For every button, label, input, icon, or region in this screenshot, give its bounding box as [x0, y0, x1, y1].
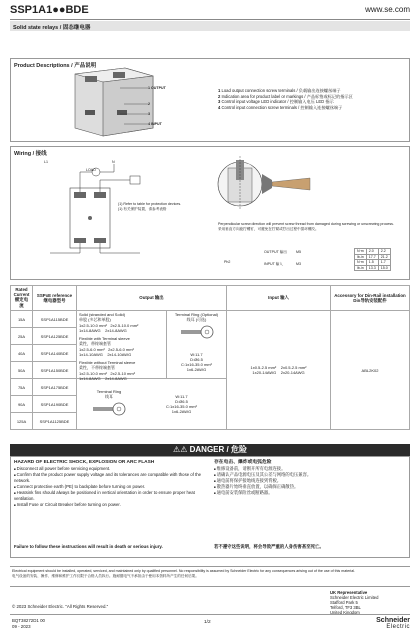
table-row: 15A SSP1A115BDE Solid (stranded and Solid) 单股 (多芯和单股) 1x2.5-10.0 mm² 2x2.5-10.0 mm² 1x14-8AWG 2x14-8AWG Flexible with Terminal sleeve 柔性，带终端套管 1x2.5-6.0 mm² 2x2.5-6.0 mm² 1x14-10AWG 2x14-10AWG Flexible without Terminal sleeve 柔性，不带终端套管 1x2.5-10.0 mm² 2x2.5-10 mm² 1x14-8AWG 2x14-8AWG Terminal Ring (Optional) 线耳 (可选) W:11.7 D:Ø6.5 C:1x16-35.0 mm² 1x6-2AWG 1x0.5-2.5 mm² 2x0.5-2.5 mm² 1x20-14AWG 2x20-14AWG ABL2K02 [11, 311, 410, 328]
footer-divider-3 [10, 614, 410, 615]
l1-label: L1 [44, 160, 48, 164]
doc-info: BQT38272D1 00 09 - 2023 [12, 618, 45, 629]
screw-direction-note: Perpendicular screw direction will prevent screw thread from damaged during screwing or unscrewing process. 采用垂直方向旋拧螺钉，可避免在拧紧或拧出过程中损坏螺纹。 [218, 222, 394, 231]
document-title: SSP1A1●●BDE [10, 4, 89, 16]
product-description-list [218, 88, 410, 110]
screwdriver-illustration [214, 154, 324, 216]
torque-table: N·m 2.0 2.2 lb-in 17.7 21.2 N·m 1.5 1.7 lb-in 13.3 15.0 [354, 248, 391, 271]
output-wire-specs: Solid (stranded and Solid) 单股 (多芯和单股) 1x2.5-10.0 mm² 2x2.5-10.0 mm² 1x14-8AWG 2x14-8AWG Flexible with Terminal sleeve 柔性，带终端套管 1x2.5-6.0 mm² 2x2.5-6.0 mm² 1x14-10AWG 2x14-10AWG Flexible without Terminal sleeve 柔性，不带终端套管 1x2.5-10.0 mm² 2x2.5-10 mm² 1x14-8AWG 2x14-8AWG [77, 311, 167, 378]
table-row: 50A SSP1A150BDE [11, 362, 410, 379]
ph2-label: Ph2 [224, 260, 231, 264]
wiring-note: (1) Refer to table for protection devices. (1) 有关保护装置，请参考表格 [118, 202, 182, 211]
ratings-table [10, 285, 410, 430]
website-url[interactable]: www.se.com [365, 5, 410, 14]
accessory-cell: ABL2K02 [331, 311, 410, 430]
col-rated-current: Rated Current 额定电流 [11, 286, 33, 311]
danger-footer-en: Failure to follow these instructions will result in death or serious injury. [14, 544, 163, 549]
danger-english: HAZARD OF ELECTRIC SHOCK, EXPLOSION OR ARC FLASH ■ Disconnect all power before servicing equipment. ■ Confirm that the product power supply voltage and its tolerances are compatible with those of the network. ■ Connect protective earth (PE) to backplate before turning on power. ■ Heatsink fins should always be positioned in vertical orientation in order to ensure proper heat ventilation. ■ Install Fuse or Circuit Breaker before turning on power. [14, 460, 210, 508]
m5-label: M5 [296, 250, 301, 254]
table-row: 40A SSP1A140BDE [11, 345, 410, 362]
product-item: 2 Indication area for product label or markings / 产品标签或标记的指示区 [218, 93, 353, 99]
product-item: 3 Control input voltage LED indicator / 控制输入电压 LED 指示 [218, 99, 334, 104]
table-row: 25A SSP1A125BDE [11, 328, 410, 345]
output-spec-cell [77, 311, 227, 379]
terminal-ring-icon [177, 323, 217, 341]
output-torque-label: OUTPUT 输出 [264, 250, 287, 254]
danger-title-en: HAZARD OF ELECTRIC SHOCK, EXPLOSION OR ARC FLASH [14, 460, 155, 465]
m3-label: M3 [296, 262, 301, 266]
col-reference: SSPxE reference 继电器型号 [33, 286, 77, 311]
col-accessory: Accessory for Din-Rail installation Din导轨安装配件 [331, 286, 410, 311]
relay-illustration [55, 66, 175, 138]
product-item: 1 Load output connection screw terminals / 负载输出连接螺丝端子 [218, 88, 341, 93]
table-header-row [11, 286, 410, 311]
col-output: Output 输出 [77, 286, 227, 311]
danger-title-cn: 存在电击、爆炸或电弧危险 [214, 460, 272, 465]
torque-info [218, 250, 368, 276]
callout-2: 2 [148, 102, 150, 106]
load-label: LOAD [86, 168, 96, 172]
table-row: 75A SSP1A175BDE Terminal Ring 线耳 W:11.7 D:Ø6.5 C:1x16-35.0 mm² 1x6-2AWG [11, 379, 410, 396]
warning-icon: ⚠⚠ [173, 445, 190, 454]
copyright: © 2023 Schneider Electric. "All Rights Reserved." [12, 604, 109, 609]
danger-chinese: 存在电击、爆炸或电弧危险 ■ 维修设备前，请断开所有电源连接。 ■ 请确认产品电源电压及其公差与网络的电压兼容。 ■ 通电前将保护接地线连接到背板。 ■ 散热器片始终垂直放置，以确保正确散热。 ■ 通电前安装保险丝或断路器。 [214, 460, 406, 496]
danger-footer-cn: 若不遵守这些说明，将会导致严重的人身伤害甚至死亡。 [214, 544, 324, 549]
footer-divider-2 [10, 586, 410, 587]
callout-leaders [120, 84, 148, 128]
callout-3: 3 [148, 112, 150, 116]
footer-divider [10, 566, 410, 567]
n-label: N [112, 160, 115, 164]
header-divider [10, 19, 410, 20]
terminal-ring-large-icon [89, 400, 129, 418]
col-input: Input 输入 [227, 286, 331, 311]
input-spec-cell: 1x0.5-2.5 mm² 2x0.5-2.5 mm² 1x20-14AWG 2x20-14AWG [227, 311, 331, 430]
subtitle-bar: Solid state relays / 固态继电器 [10, 21, 410, 31]
schneider-logo: Schneider Electric [376, 617, 410, 630]
product-section-label: Product Descriptions / 产品说明 [14, 63, 97, 69]
input-torque-label: INPUT 输入 [264, 262, 283, 266]
uk-representative: UK Representative Schneider Electric Limited Stafford Park 5 Telford, TF3 3BL United Kingdom [330, 590, 379, 615]
product-item: 4 Control input connection screw terminals / 控制输入连接螺丝端子 [218, 104, 343, 110]
danger-banner: ⚠⚠ DANGER / 危险 [10, 444, 410, 456]
callout-4: 4 INPUT [148, 122, 162, 126]
terminal-ring-spec: Terminal Ring (Optional) 线耳 (可选) W:11.7 D:Ø6.5 C:1x16-35.0 mm² 1x6-2AWG [174, 312, 219, 372]
callout-1: 1 OUTPUT [148, 86, 166, 90]
table-row: 125A SSP1A1125BDE [11, 413, 410, 430]
wiring-section-label: Wiring / 接线 [14, 151, 47, 157]
disclaimer: Electrical equipment should be installed, operated, serviced, and maintained only by qualified personnel. No responsibility is assumed by Schneider Electric for any consequences arising out of the use of this material. 电气设备的安装、操作、维修和维护工作仅限于合格人员执行。施耐德电气不承担由于使用本资料所产生的任何后果。 [12, 569, 355, 578]
page-number: 1/2 [204, 620, 211, 625]
terminal-ring-large-cell: Terminal Ring 线耳 W:11.7 D:Ø6.5 C:1x16-35.0 mm² 1x6-2AWG [77, 379, 227, 430]
table-row: 90A SSP1A190BDE [11, 396, 410, 413]
